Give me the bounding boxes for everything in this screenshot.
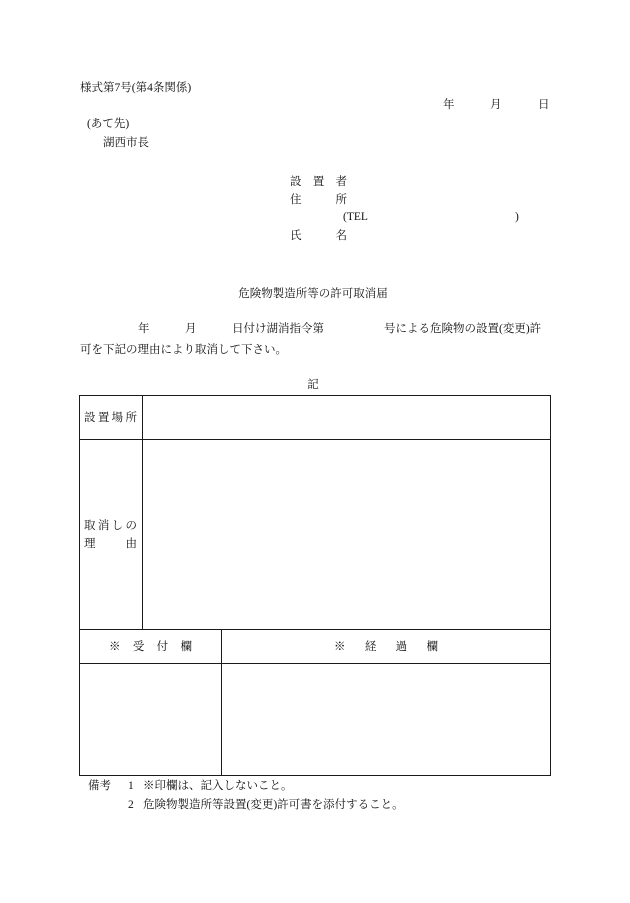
name-label: 氏名 (290, 230, 347, 242)
body-line1-end: 号による危険物の設置(変更)許 (384, 323, 542, 335)
cancellation-reason-label-line2: 理由 (84, 537, 137, 550)
address-label: 住所 (290, 194, 347, 206)
form-table (79, 395, 551, 776)
installation-location-row (80, 396, 550, 440)
cancellation-reason-row (80, 440, 550, 630)
progress-header: ※経過欄 (334, 640, 438, 653)
addressee-name: 湖西市長 (103, 137, 149, 149)
installation-location-value-cell (143, 396, 550, 439)
tel-suffix: ) (515, 211, 519, 223)
installation-location-label: 設置場所 (84, 411, 137, 424)
remark-text: ※印欄は、記入しないこと。 (143, 780, 293, 792)
reception-header-cell (80, 630, 222, 663)
office-use-row (80, 664, 550, 775)
addressee-label: (あて先) (87, 118, 130, 130)
body-month-label: 月 (185, 323, 197, 335)
installer-label: 設置者 (290, 176, 347, 188)
date-month-label: 月 (490, 99, 502, 111)
date-year-label: 年 (443, 99, 455, 111)
record-mark: 記 (307, 379, 319, 391)
body-line2: 可を下記の理由により取消して下さい。 (80, 344, 287, 356)
remark-number: 1 (128, 780, 134, 792)
cancellation-reason-value-cell (143, 440, 550, 629)
remark-number: 2 (128, 799, 134, 811)
reception-cell (80, 664, 222, 775)
form-number: 様式第7号(第4条関係) (80, 82, 192, 94)
remarks-label: 備考 (88, 780, 111, 792)
cancellation-reason-label-line1: 取消しの (84, 519, 137, 532)
document-title: 危険物製造所等の許可取消届 (238, 288, 388, 300)
body-year-label: 年 (138, 323, 150, 335)
remark-text: 危険物製造所等設置(変更)許可書を添付すること。 (143, 799, 404, 811)
office-use-header-row (80, 630, 550, 664)
tel-prefix: (TEL (343, 211, 368, 223)
progress-header-cell (222, 630, 550, 663)
cancellation-reason-label-cell (80, 440, 143, 629)
installation-location-label-cell (80, 396, 143, 439)
body-date-reference: 日付け湖消指令第 (232, 323, 324, 335)
reception-header: ※受付欄 (109, 640, 192, 653)
date-day-label: 日 (538, 99, 550, 111)
progress-cell (222, 664, 550, 775)
